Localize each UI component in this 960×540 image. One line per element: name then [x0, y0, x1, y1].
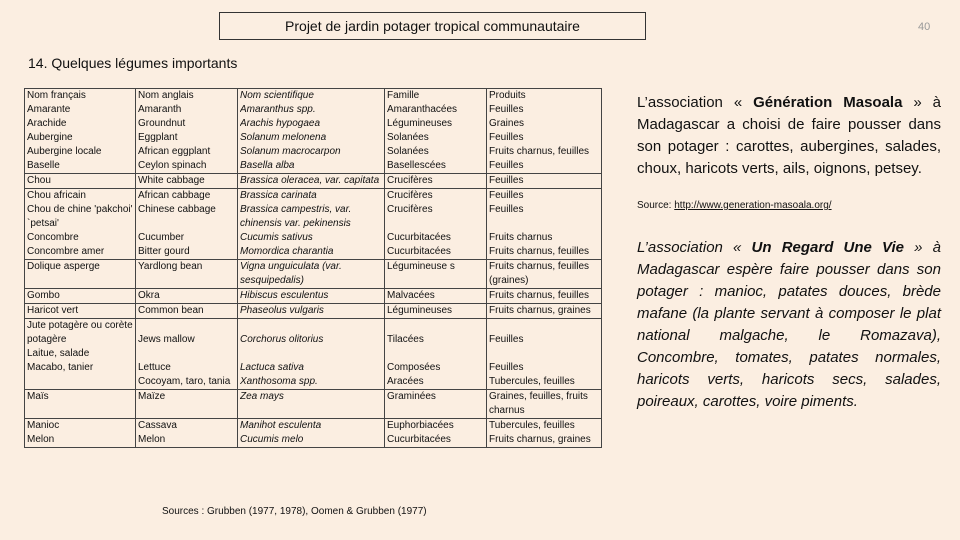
table-cell [136, 289, 238, 304]
table-cell [487, 304, 602, 319]
cell-line: Amaranthus spp. [240, 104, 316, 115]
cell-line: Zea mays [240, 391, 284, 402]
table-row [25, 189, 602, 260]
table-cell [385, 174, 487, 189]
table-cell [385, 304, 487, 319]
cell-line: Cucurbitacées [387, 232, 451, 243]
cell-line: Corchorus olitorius [240, 334, 324, 345]
source-label: Source: [637, 200, 675, 211]
cell-line: Légumineuses [387, 118, 453, 129]
header-title: Projet de jardin potager tropical communautaire [285, 18, 580, 34]
table-cell [238, 174, 385, 189]
cell-line: Melon [138, 434, 166, 445]
cell-line: Vigna unguiculata (var. sesquipedalis) [240, 261, 342, 286]
table-cell [25, 289, 136, 304]
cell-line: Feuilles [489, 362, 524, 373]
cell-line: Aubergine [27, 132, 73, 143]
cell-line: Amaranth [138, 104, 182, 115]
cell-line: Dolique asperge [27, 261, 100, 272]
table-cell [487, 174, 602, 189]
cell-line: Feuilles [489, 175, 524, 186]
cell-line: Légumineuse s [387, 261, 455, 272]
table-cell [238, 89, 385, 174]
cell-line: Cucurbitacées [387, 434, 451, 445]
cell-line: Amaranthacées [387, 104, 458, 115]
cell-line: Macabo, tanier [27, 362, 94, 373]
table-row [25, 260, 602, 289]
cell-line: Chinese cabbage [138, 204, 216, 215]
table-cell [136, 189, 238, 260]
table-row [25, 419, 602, 448]
cell-line: Baselle [27, 160, 60, 171]
table-cell [136, 390, 238, 419]
cell-line: Cucumber [138, 232, 185, 243]
cell-line: Cucumis sativus [240, 232, 313, 243]
table-cell [25, 89, 136, 174]
cell-line: Solanées [387, 132, 429, 143]
cell-line: Common bean [138, 305, 204, 316]
cell-line: Graines [489, 118, 525, 129]
cell-line: Brassica oleracea, var. capitata [240, 175, 380, 186]
cell-line: Brassica carinata [240, 190, 317, 201]
table-row [25, 289, 602, 304]
cell-line: Fruits charnus, feuilles [489, 290, 590, 301]
table-cell [487, 89, 602, 174]
cell-line: Haricot vert [27, 305, 79, 316]
cell-line: Graminées [387, 391, 436, 402]
cell-line: Malvacées [387, 290, 435, 301]
table-cell [136, 304, 238, 319]
cell-line [489, 319, 599, 333]
cell-line: Feuilles [489, 334, 524, 345]
p2-before: L’association « [637, 239, 752, 256]
cell-line: Fruits charnus, feuilles [489, 146, 590, 157]
cell-line: Momordica charantia [240, 246, 334, 257]
cell-line: Fruits charnus, feuilles [489, 246, 590, 257]
table-cell [238, 189, 385, 260]
table-cell [385, 319, 487, 390]
source-link[interactable]: http://www.generation-masoala.org/ [674, 200, 832, 211]
cell-line: Graines, feuilles, fruits charnus [489, 391, 588, 416]
vegetables-table [24, 88, 602, 448]
cell-line: Melon [27, 434, 55, 445]
p1-before: L’association « [637, 94, 754, 111]
cell-line: Gombo [27, 290, 60, 301]
cell-line: Bitter gourd [138, 246, 190, 257]
cell-line: Manioc [27, 420, 60, 431]
section-title: 14. Quelques légumes importants [28, 55, 238, 71]
page-number: 40 [918, 21, 931, 33]
cell-line: Eggplant [138, 132, 178, 143]
cell-line: Manihot esculenta [240, 420, 322, 431]
cell-line: Fruits charnus, graines [489, 434, 591, 445]
cell-line: Amarante [27, 104, 71, 115]
cell-line: Tubercules, feuilles [489, 376, 575, 387]
cell-line [489, 217, 599, 231]
cell-line [240, 347, 382, 361]
cell-line [138, 347, 235, 361]
cell-line: Maïs [27, 391, 49, 402]
cell-line: Tubercules, feuilles [489, 420, 575, 431]
cell-line: Nom anglais [138, 90, 194, 101]
cell-line: Yardlong bean [138, 261, 203, 272]
cell-line: Nom scientifique [240, 90, 314, 101]
cell-line: Brassica campestris, var. chinensis var. pekinensis [240, 204, 352, 229]
cell-line: Arachis hypogaea [240, 118, 321, 129]
cell-line: Xanthosoma spp. [240, 376, 318, 387]
table-cell [25, 189, 136, 260]
table-cell [385, 419, 487, 448]
cell-line: Fruits charnus [489, 232, 553, 243]
table-cell [487, 260, 602, 289]
cell-line: Crucifères [387, 190, 433, 201]
table-row [25, 89, 602, 174]
table-row [25, 174, 602, 189]
cell-line: Nom français [27, 90, 86, 101]
cell-line [387, 347, 484, 361]
cell-line: Aubergine locale [27, 146, 102, 157]
cell-line: Aracées [387, 376, 424, 387]
p1-highlight: Génération Masoala [753, 94, 903, 111]
table-cell [25, 419, 136, 448]
cell-line: Maïze [138, 391, 166, 402]
cell-line: Basellescées [387, 160, 446, 171]
table-cell [385, 390, 487, 419]
cell-line: Fruits charnus, feuilles (graines) [489, 261, 590, 286]
cell-line: Concombre amer [27, 246, 105, 257]
table-cell [238, 390, 385, 419]
cell-line: Chou [27, 175, 51, 186]
table-cell [385, 289, 487, 304]
table-cell [487, 319, 602, 390]
cell-line: Chou de chine 'pakchoi' `petsai' [27, 204, 133, 229]
cell-line: Feuilles [489, 104, 524, 115]
cell-line: Arachide [27, 118, 67, 129]
cell-line: Feuilles [489, 160, 524, 171]
cell-line: Cucurbitacées [387, 246, 451, 257]
cell-line [240, 319, 382, 333]
table-cell [487, 289, 602, 304]
cell-line [387, 217, 484, 231]
table-cell [136, 319, 238, 390]
table-cell [25, 319, 136, 390]
cell-line: Cucumis melo [240, 434, 304, 445]
masoala-paragraph [637, 92, 941, 180]
cell-line: Tilacées [387, 334, 424, 345]
table-cell [25, 260, 136, 289]
cell-line [489, 347, 599, 361]
cell-line: Légumineuses [387, 305, 453, 316]
cell-line: Fruits charnus, graines [489, 305, 591, 316]
table-cell [385, 260, 487, 289]
cell-line: Feuilles [489, 204, 524, 215]
cell-line: Lettuce [138, 362, 171, 373]
table-cell [238, 260, 385, 289]
cell-line: Solanées [387, 146, 429, 157]
cell-line [387, 319, 484, 333]
cell-line: Laitue, salade [27, 348, 90, 359]
cell-line: Cassava [138, 420, 177, 431]
table-row [25, 390, 602, 419]
cell-line: Composées [387, 362, 441, 373]
cell-line: Euphorbiacées [387, 420, 454, 431]
table-cell [238, 419, 385, 448]
header-title-box [219, 12, 646, 40]
cell-line: African cabbage [138, 190, 211, 201]
table-row [25, 304, 602, 319]
cell-line [138, 319, 235, 333]
cell-line: Cocoyam, taro, tania [138, 376, 231, 387]
cell-line: Famille [387, 90, 420, 101]
p1-after: » à Madagascar a choisi de faire pousser dans son potager : carottes, aubergines, salades, choux, haricots verts, ails, oignons, petsey. [637, 94, 941, 177]
cell-line: Phaseolus vulgaris [240, 305, 324, 316]
cell-line: Chou africain [27, 190, 86, 201]
cell-line: Solanum macrocarpon [240, 146, 341, 157]
vegetables-table-body [25, 89, 602, 448]
cell-line: Groundnut [138, 118, 186, 129]
table-row [25, 319, 602, 390]
p2-highlight: Un Regard Une Vie [751, 239, 904, 256]
regard-paragraph [637, 237, 941, 413]
cell-line: Hibiscus esculentus [240, 290, 329, 301]
p2-after: » à Madagascar espère faire pousser dans son potager : manioc, patates douces, brède mafane (la plante servant à composer le plat national malgache, le Romazava), Concombre, tomates, patates normales, haricots verts, haricots secs, salades, poireaux, carottes, voire piments. [637, 239, 941, 410]
table-cell [385, 189, 487, 260]
table-cell [487, 390, 602, 419]
table-cell [25, 174, 136, 189]
cell-line: Feuilles [489, 132, 524, 143]
cell-line: Produits [489, 90, 526, 101]
cell-line: Lactuca sativa [240, 362, 304, 373]
table-cell [136, 260, 238, 289]
table-cell [238, 319, 385, 390]
cell-line: Concombre [27, 232, 79, 243]
cell-line: Crucifères [387, 204, 433, 215]
cell-line: Crucifères [387, 175, 433, 186]
cell-line: Feuilles [489, 190, 524, 201]
table-cell [136, 174, 238, 189]
cell-line: Solanum melonena [240, 132, 327, 143]
source-line [637, 200, 832, 211]
cell-line [138, 217, 235, 231]
table-cell [385, 89, 487, 174]
table-cell [238, 289, 385, 304]
cell-line: White cabbage [138, 175, 205, 186]
table-cell [487, 419, 602, 448]
cell-line: African eggplant [138, 146, 211, 157]
table-cell [487, 189, 602, 260]
cell-line: Jews mallow [138, 334, 195, 345]
table-cell [136, 89, 238, 174]
cell-line: Jute potagère ou corète potagère [27, 320, 133, 345]
table-cell [25, 304, 136, 319]
cell-line: Okra [138, 290, 160, 301]
cell-line: Basella alba [240, 160, 295, 171]
table-cell [238, 304, 385, 319]
table-cell [136, 419, 238, 448]
table-sources: Sources : Grubben (1977, 1978), Oomen & Grubben (1977) [162, 506, 427, 517]
table-cell [25, 390, 136, 419]
cell-line: Ceylon spinach [138, 160, 207, 171]
